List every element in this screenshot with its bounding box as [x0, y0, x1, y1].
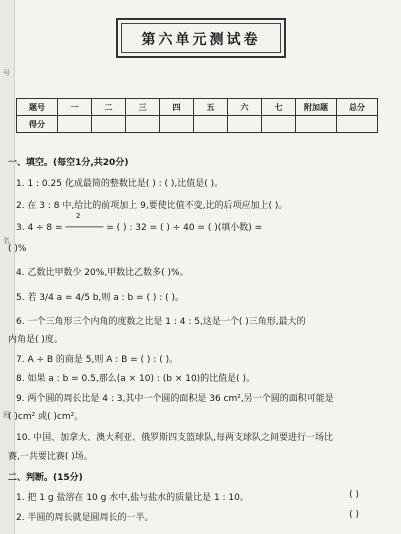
score-cell[interactable] — [296, 116, 337, 133]
score-table — [16, 98, 378, 133]
question-6: 6. 一个三角形三个内角的度数之比是 1 : 4 : 5,这是一个( )三角形,最大的 — [16, 317, 306, 327]
table-cell: 总分 — [337, 99, 378, 116]
score-cell[interactable] — [228, 116, 262, 133]
table-row — [17, 99, 378, 116]
section-fill-heading: 一、填空。(每空1分,共20分) — [8, 158, 129, 168]
margin-mark: 名 — [3, 237, 10, 245]
table-cell: 附加题 — [296, 99, 337, 116]
table-cell: 五 — [194, 99, 228, 116]
table-cell: 六 — [228, 99, 262, 116]
question-6-cont: 内角是( )度。 — [8, 335, 63, 345]
table-cell: 二 — [92, 99, 126, 116]
question-2: 2. 在 3 : 8 中,给比的前项加上 9,要使比值不变,比的后项应加上( )。 — [16, 201, 288, 211]
section-judge-heading: 二、判断。(15分) — [8, 473, 83, 483]
table-cell: 一 — [58, 99, 92, 116]
margin-mark: 班 — [3, 411, 10, 419]
question-5: 5. 若 3/4 a = 4/5 b,则 a : b = ( ) : ( )。 — [16, 293, 184, 303]
score-cell[interactable] — [92, 116, 126, 133]
score-cell[interactable] — [126, 116, 160, 133]
score-cell[interactable] — [160, 116, 194, 133]
table-cell: 得分 — [17, 116, 58, 133]
table-cell: 题号 — [17, 99, 58, 116]
question-7: 7. A ÷ B 的商是 5,则 A : B = ( ) : ( )。 — [16, 355, 179, 365]
fraction-numerator: 2 — [76, 212, 81, 220]
question-9-cont: ( )cm² 或( )cm²。 — [8, 412, 84, 422]
judge-question-2: 2. 半圆的周长就是圆周长的一半。 — [16, 513, 154, 523]
table-row — [17, 116, 378, 133]
page-title: 第六单元测试卷 — [141, 32, 261, 48]
score-cell[interactable] — [337, 116, 378, 133]
score-cell[interactable] — [262, 116, 296, 133]
margin-mark: 号 — [3, 69, 10, 77]
question-8: 8. 如果 a : b = 0.5,那么(a × 10) : (b × 10)的比值是( )。 — [16, 374, 256, 384]
title-frame — [116, 18, 286, 58]
question-4: 4. 乙数比甲数少 20%,甲数比乙数多( )%。 — [16, 268, 189, 278]
table-cell: 七 — [262, 99, 296, 116]
answer-paren[interactable]: ( ) — [349, 510, 359, 520]
score-cell[interactable] — [194, 116, 228, 133]
table-cell: 四 — [160, 99, 194, 116]
question-10: 10. 中国、加拿大、澳大利亚、俄罗斯四支篮球队,每两支球队之间要进行一场比 — [16, 433, 334, 443]
score-cell[interactable] — [58, 116, 92, 133]
question-1: 1. 1 : 0.25 化成最简的整数比是( ) : ( ),比值是( )。 — [16, 179, 224, 189]
answer-paren[interactable]: ( ) — [349, 490, 359, 500]
table-cell: 三 — [126, 99, 160, 116]
question-3: 3. 4 ÷ 8 = ─────── = ( ) : 32 = ( ) ÷ 40 = ( )(填小数) = — [16, 223, 263, 233]
question-9: 9. 两个圆的周长比是 4 : 3,其中一个圆的面积是 36 cm²,另一个圆的面积可能是 — [16, 394, 334, 404]
question-3-cont: ( )% — [8, 244, 27, 254]
judge-question-1: 1. 把 1 g 盐溶在 10 g 水中,盐与盐水的质量比是 1 : 10。 — [16, 493, 249, 503]
question-10-cont: 赛,一共要比赛( )场。 — [8, 452, 93, 462]
